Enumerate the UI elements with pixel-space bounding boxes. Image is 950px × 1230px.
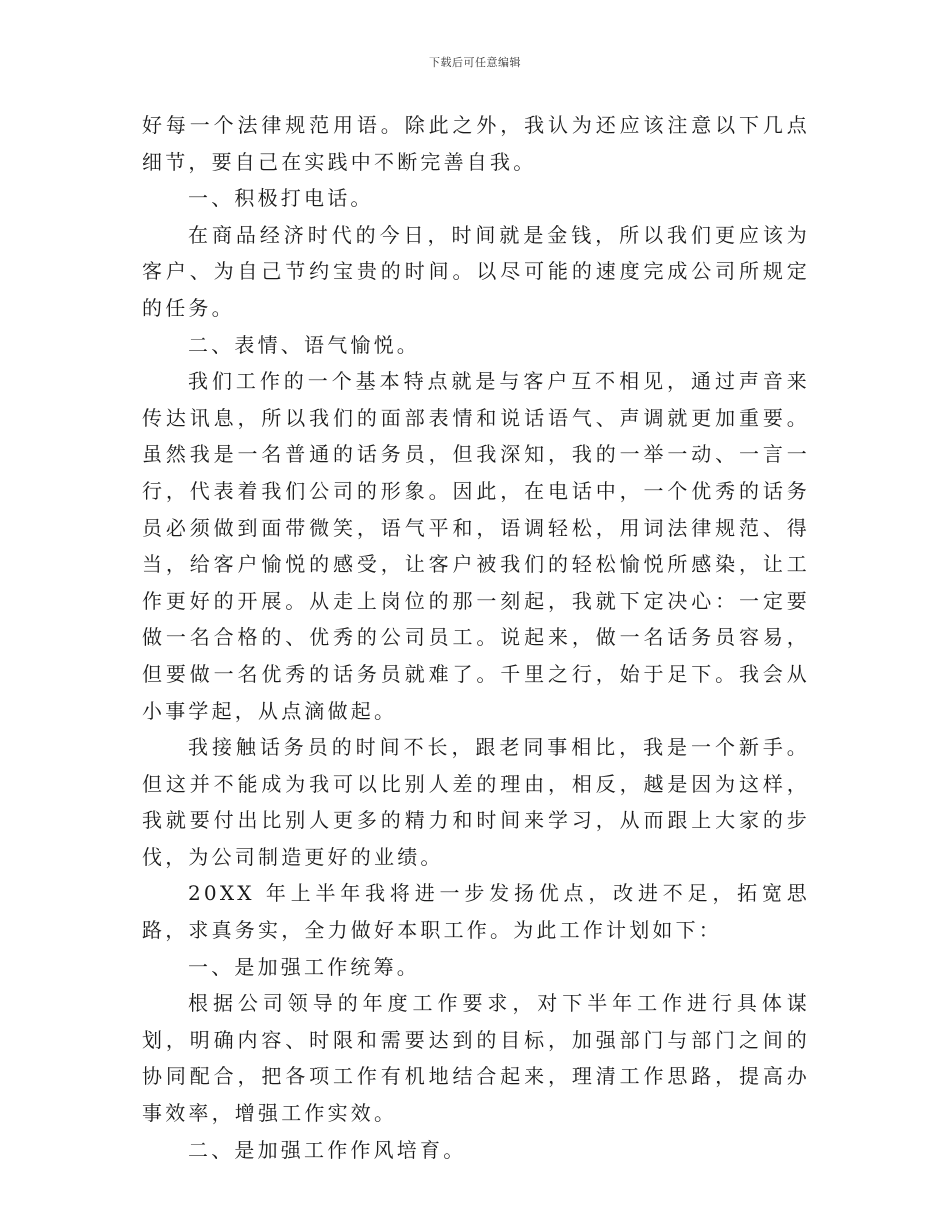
page-header: 下载后可任意编辑 [429, 56, 521, 69]
paragraph: 好每一个法律规范用语。除此之外，我认为还应该注意以下几点细节，要自己在实践中不断完善自我。 [142, 113, 810, 174]
section-heading: 一、积极打电话。 [188, 186, 374, 211]
paragraph: 我们工作的一个基本特点就是与客户互不相见，通过声音来传达讯息，所以我们的面部表情和说话语气、声调就更加重要。虽然我是一名普通的话务员，但我深知，我的一举一动、一言一行，代表着我们公司的形象。因此，在电话中，一个优秀的话务员必须做到面带微笑，语气平和，语调轻松，用词法律规范、得当，给客户愉悦的感受，让客户被我们的轻松愉悦所感染，让工作更好的开展。从走上岗位的那一刻起，我就下定决心：一定要做一名合格的、优秀的公司员工。说起来，做一名话务员容易，但要做一名优秀的话务员就难了。千里之行，始于足下。我会从小事学起，从点滴做起。 [142, 369, 810, 723]
paragraph: 根据公司领导的年度工作要求，对下半年工作进行具体谋划，明确内容、时限和需要达到的目标，加强部门与部门之间的协同配合，把各项工作有机地结合起来，理清工作思路，提高办事效率，增强工作实效。 [142, 991, 810, 1126]
paragraph: 在商品经济时代的今日，时间就是金钱，所以我们更应该为客户、为自己节约宝贵的时间。以尽可能的速度完成公司所规定的任务。 [142, 222, 810, 320]
paragraph: 我接触话务员的时间不长，跟老同事相比，我是一个新手。但这并不能成为我可以比别人差的理由，相反，越是因为这样，我就要付出比别人更多的精力和时间来学习，从而跟上大家的步伐，为公司制造更好的业绩。 [142, 735, 810, 869]
paragraph: 20XX 年上半年我将进一步发扬优点，改进不足，拓宽思路，求真务实，全力做好本职工作。为此工作计划如下： [142, 881, 810, 943]
section-heading: 一、是加强工作统筹。 [188, 954, 420, 979]
section-heading: 二、是加强工作作风培育。 [188, 1137, 467, 1162]
document-body [142, 107, 810, 1168]
section-heading: 二、表情、语气愉悦。 [188, 332, 420, 357]
